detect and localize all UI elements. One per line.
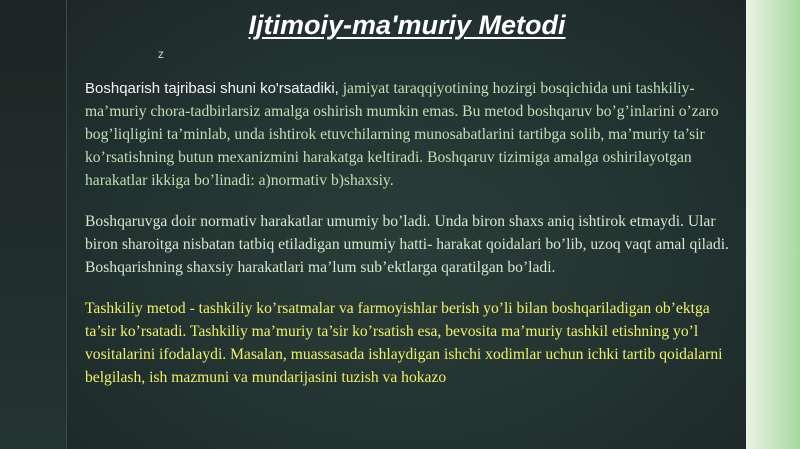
slide-title: Ijtimoiy-ma'muriy Metodi: [248, 10, 566, 40]
paragraph-2: Boshqaruvga doir normativ harakatlar umumiy bo’ladi. Unda biron shaxs aniq ishtirok etmaydi. Ular biron sharoitga nisbatan tatbiq etiladigan umumiy hatti- harakat qoidalari bo’lib, uzoq vaqt amal qiladi. Boshqarishning shaxsiy harakatlari ma’lum sub’ektlarga qaratilgan bo’ladi.: [85, 213, 729, 276]
slide: [66, 0, 747, 449]
slide-content: [85, 77, 730, 407]
paragraph-1-text: jamiyat taraqqiyotining hozirgi bosqichida uni tashkiliy-ma’muriy chora-tadbirlarsiz amalga oshirish mumkin emas. Bu metod boshqaruv bo’g’inlarini o’zaro bog’liqligini ta’minlab, unda ishtirok etuvchilarning munosabatlarini tartibga solib, ma’muriy ta’sir ko’rsatishning butun mexanizmini harakatga keltiradi. Boshqaruv tizimiga amalga oshirilayotgan harakatlar ikkiga bo’linadi: a)normativ b)shaxsiy.: [85, 80, 719, 189]
left-background-strip: [0, 0, 66, 449]
paragraph-3: Tashkiliy metod - tashkiliy ko’rsatmalar va farmoyishlar berish yo’li bilan boshqariladigan ob’ektga ta’sir ko’rsatadi. Tashkiliy ma’muriy ta’sir ko’rsatish esa, bevosita ma’muriy tashkil etishning yo’l vositalarini ifodalaydi. Masalan, muassasada ishlaydigan ishchi xodimlar uchun ichki tartib qoidalarni belgilash, ish mazmuni va mundarijasini tuzish va hokazo: [85, 300, 723, 386]
right-background-edge: [746, 0, 800, 449]
z-mark: z: [158, 47, 164, 61]
paragraph-1: [85, 77, 730, 192]
paragraph-1-lead: Boshqarish tajribasi shuni ko'rsatadiki,: [85, 80, 339, 97]
